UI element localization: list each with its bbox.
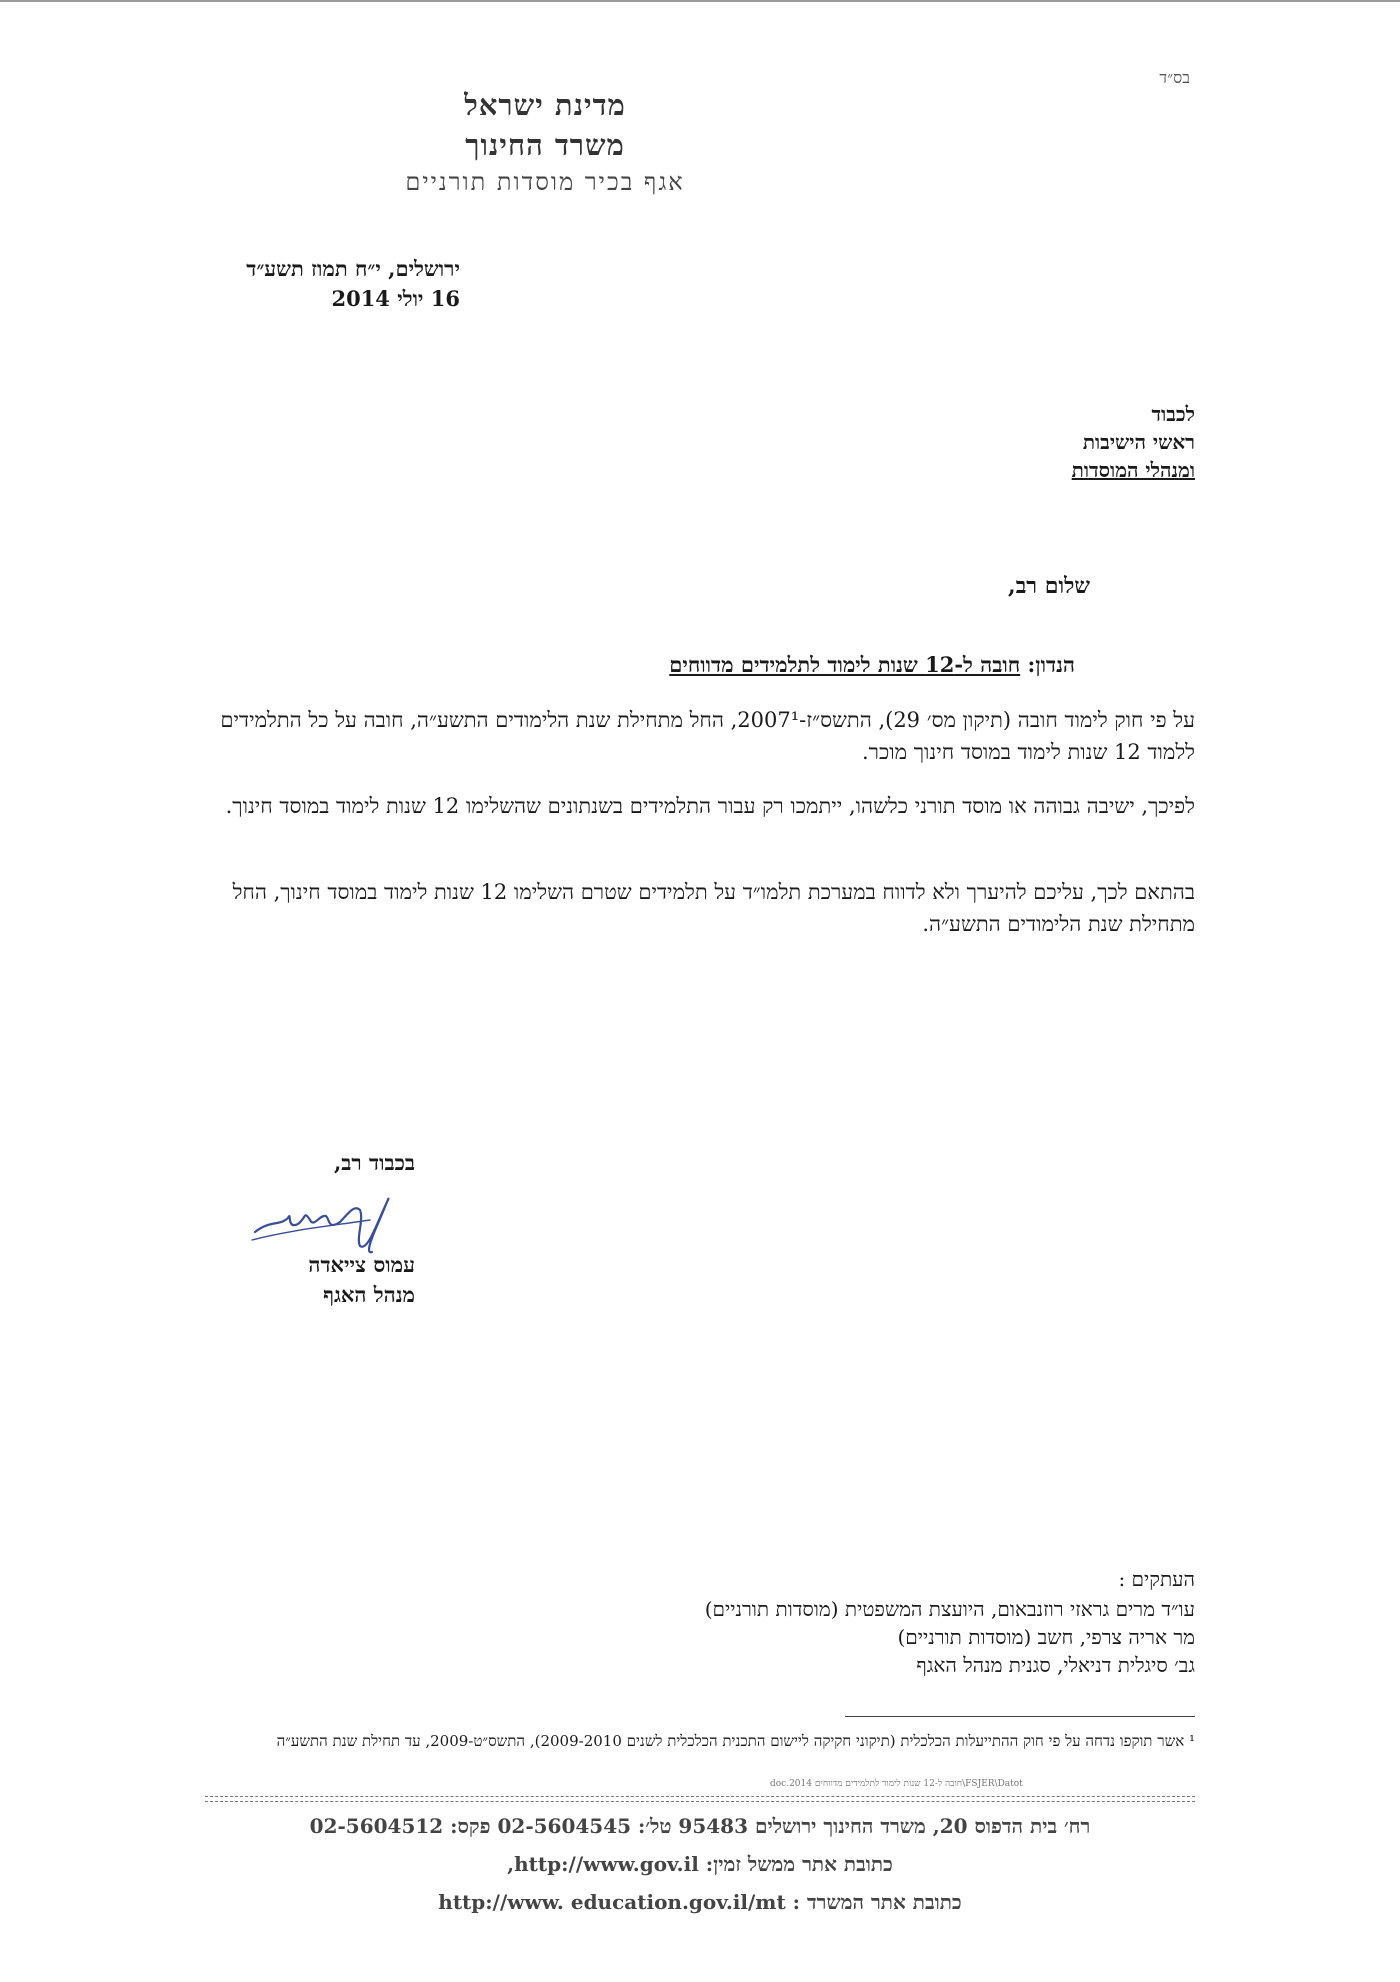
letterhead-department: אגף בכיר מוסדות תורניים [405, 168, 685, 196]
letterhead-ministry: משרד החינוך [465, 128, 625, 162]
signature-closing: בכבוד רב, [333, 1150, 415, 1175]
greeting: שלום רב, [1008, 573, 1090, 599]
subject-text: חובה ל-12 שנות לימוד לתלמידים מדווחים [669, 652, 1021, 677]
addressee-line-1: לכבוד [1151, 402, 1195, 426]
body-paragraph-1: על פי חוק לימוד חובה (תיקון מס׳ 29), התשס״ז-2007¹, החל מתחילת שנת הלימודים התשע״ה, חובה על כל התלמידים ללמוד 12 שנות לימוד במוסד חינוך מוכר. [220, 708, 1195, 764]
file-path: doc.2014 חובה ל-12 שנות לימוד לתלמידים מדווחים\FSJER\Datot [770, 1779, 1023, 1789]
date-gregorian: 16 יולי 2014 [331, 286, 460, 311]
footer-divider [205, 1796, 1195, 1797]
body-paragraph-3: בהתאם לכך, עליכם להיערך ולא לדווח במערכת תלמו״ד על תלמידים שטרם השלימו 12 שנות לימוד במוסד חינוך, החל מתחילת שנת הלימודים התשע״ה. [232, 880, 1195, 936]
subject-label: הנדון: [1027, 652, 1075, 677]
footer-address: רח׳ בית הדפוס 20, משרד החינוך ירושלים 95483 טל׳: 02-5604545 פקס: 02-5604512 [309, 1814, 1091, 1838]
copies-item: מר אריה צרפי, חשב (מוסדות תורניים) [897, 1625, 1195, 1649]
signer-name: עמוס צייאדה [308, 1252, 415, 1277]
handwritten-signature [250, 1180, 420, 1260]
footer-ministry-site: כתובת אתר המשרד : http://www. education.gov.il/mt [438, 1890, 962, 1914]
letterhead-country: מדינת ישראל [464, 88, 626, 122]
footnote-text: ¹ אשר תוקפו נדחה על פי חוק ההתייעלות הכלכלית (תיקוני חקיקה ליישום התכנית הכלכלית לשנים 2009-2010), התשס״ט-2009, עד תחילת שנת התשע״ה [276, 1732, 1195, 1750]
copies-label: העתקים : [1118, 1567, 1195, 1591]
footer-gov-site: כתובת אתר ממשל זמין: http://www.gov.il, [507, 1852, 893, 1876]
footer-divider [205, 1801, 1195, 1802]
subject-line [669, 652, 1075, 678]
signer-title: מנהל האגף [323, 1282, 415, 1307]
addressee-line-3: ומנהלי המוסדות [1071, 458, 1195, 482]
copies-item: גב׳ סיגלית דניאלי, סגנית מנהל האגף [916, 1653, 1195, 1677]
body-paragraph-2: לפיכך, ישיבה גבוהה או מוסד תורני כלשהו, ייתמכו רק עבור התלמידים בשנתונים שהשלימו 12 שנות לימוד במוסד חינוך. [225, 794, 1195, 818]
copies-item: עו״ד מרים גראזי רוזנבאום, היועצת המשפטית (מוסדות תורניים) [704, 1597, 1195, 1621]
bsd-mark: בס״ד [1159, 68, 1190, 87]
footnote-divider [845, 1716, 1195, 1717]
top-border [0, 0, 1400, 2]
date-hebrew: ירושלים, י״ח תמוז תשע״ד [246, 256, 460, 281]
addressee-line-2: ראשי הישיבות [1082, 430, 1195, 454]
